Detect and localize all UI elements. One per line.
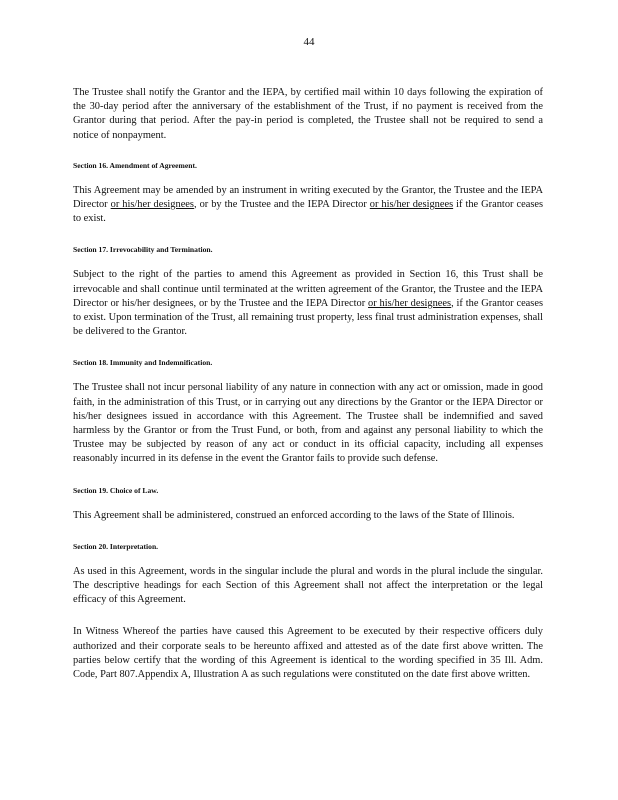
section-17-heading: Section 17. Irrevocability and Termination. (73, 245, 213, 255)
section-17-text-part-1: Subject to the right of the parties to amend this Agreement as provided in Section 16, this Trust shall be irrevocable and shall continue until terminated at the written agreement of the Grantor, the Trustee and the IEPA Director or his/her designees, or by the Trustee and the IEPA Director (73, 269, 543, 309)
section-16-underlined-designees-1: or his/her designees (110, 199, 194, 211)
section-16-text-part-3: if the Grantor ceases to exist. (73, 199, 544, 225)
section-17-text (73, 268, 543, 339)
section-19-text: This Agreement shall be administered, construed an enforced according to the laws of the State of Illinois. (73, 509, 515, 521)
section-16-text-part-1: This Agreement may be amended by an instrument in writing executed by the Grantor, the Trustee and the IEPA Director (73, 184, 543, 211)
section-17-text-part-2: , if the Grantor ceases to exist. Upon termination of the Trust, all remaining trust property, less final trust administration expenses, shall be delivered to the Grantor. (73, 297, 543, 338)
section-16-underlined-designees-2: or his/her designees (369, 199, 454, 211)
section-18-text: The Trustee shall not incur personal liability of any nature in connection with any act or omission, made in good faith, in the administration of this Trust, or in carrying out any directions by the Grantor or the IEPA Director or his/her designees issued in accordance with this Agreement. The Trustee shall be indemnified and saved harmless by the Grantor or from the Trust Fund, or both, from and against any personal liability to which the Trustee may be subjected by reason of any act or conduct in its official capacity, including all expenses reasonably incurred in its defense in the event the Grantor fails to provide such defense. (73, 382, 543, 465)
section-17-underlined-designees: or his/her designees (368, 297, 452, 309)
section-16-heading: Section 16. Amendment of Agreement. (73, 160, 197, 170)
in-witness-whereof-paragraph: In Witness Whereof the parties have caused this Agreement to be executed by their respective officers duly authorized and their corporate seals to be hereunto affixed and attested as of the date first above written. The parties below certify that the wording of this Agreement is identical to the wording specified in 35 Ill. Adm. Code, Part 807.Appendix A, Illustration A as such regulations were constituted on the date first above written. (73, 626, 543, 681)
section-20-heading: Section 20. Interpretation. (73, 541, 159, 551)
section-20-text: As used in this Agreement, words in the singular include the plural and words in the plural include the singular. The descriptive headings for each Section of this Agreement shall not affect the interpretation or the legal efficacy of this Agreement. (73, 565, 543, 606)
section-16-text (73, 184, 543, 227)
document-body (73, 86, 543, 682)
page-number: 44 (303, 36, 315, 48)
section-19-heading: Section 19. Choice of Law. (73, 485, 159, 495)
section-16-text-part-2: , or by the Trustee and the IEPA Director (193, 199, 370, 211)
paragraph-nonpayment-notice: The Trustee shall notify the Grantor and the IEPA, by certified mail within 10 days following the expiration of the 30-day period after the anniversary of the establishment of the Trust, if no payment is received from the Grantor during that period. After the pay-in period is completed, the Trustee shall not be required to send a notice of nonpayment. (73, 87, 543, 141)
section-18-heading: Section 18. Immunity and Indemnification. (73, 358, 213, 368)
